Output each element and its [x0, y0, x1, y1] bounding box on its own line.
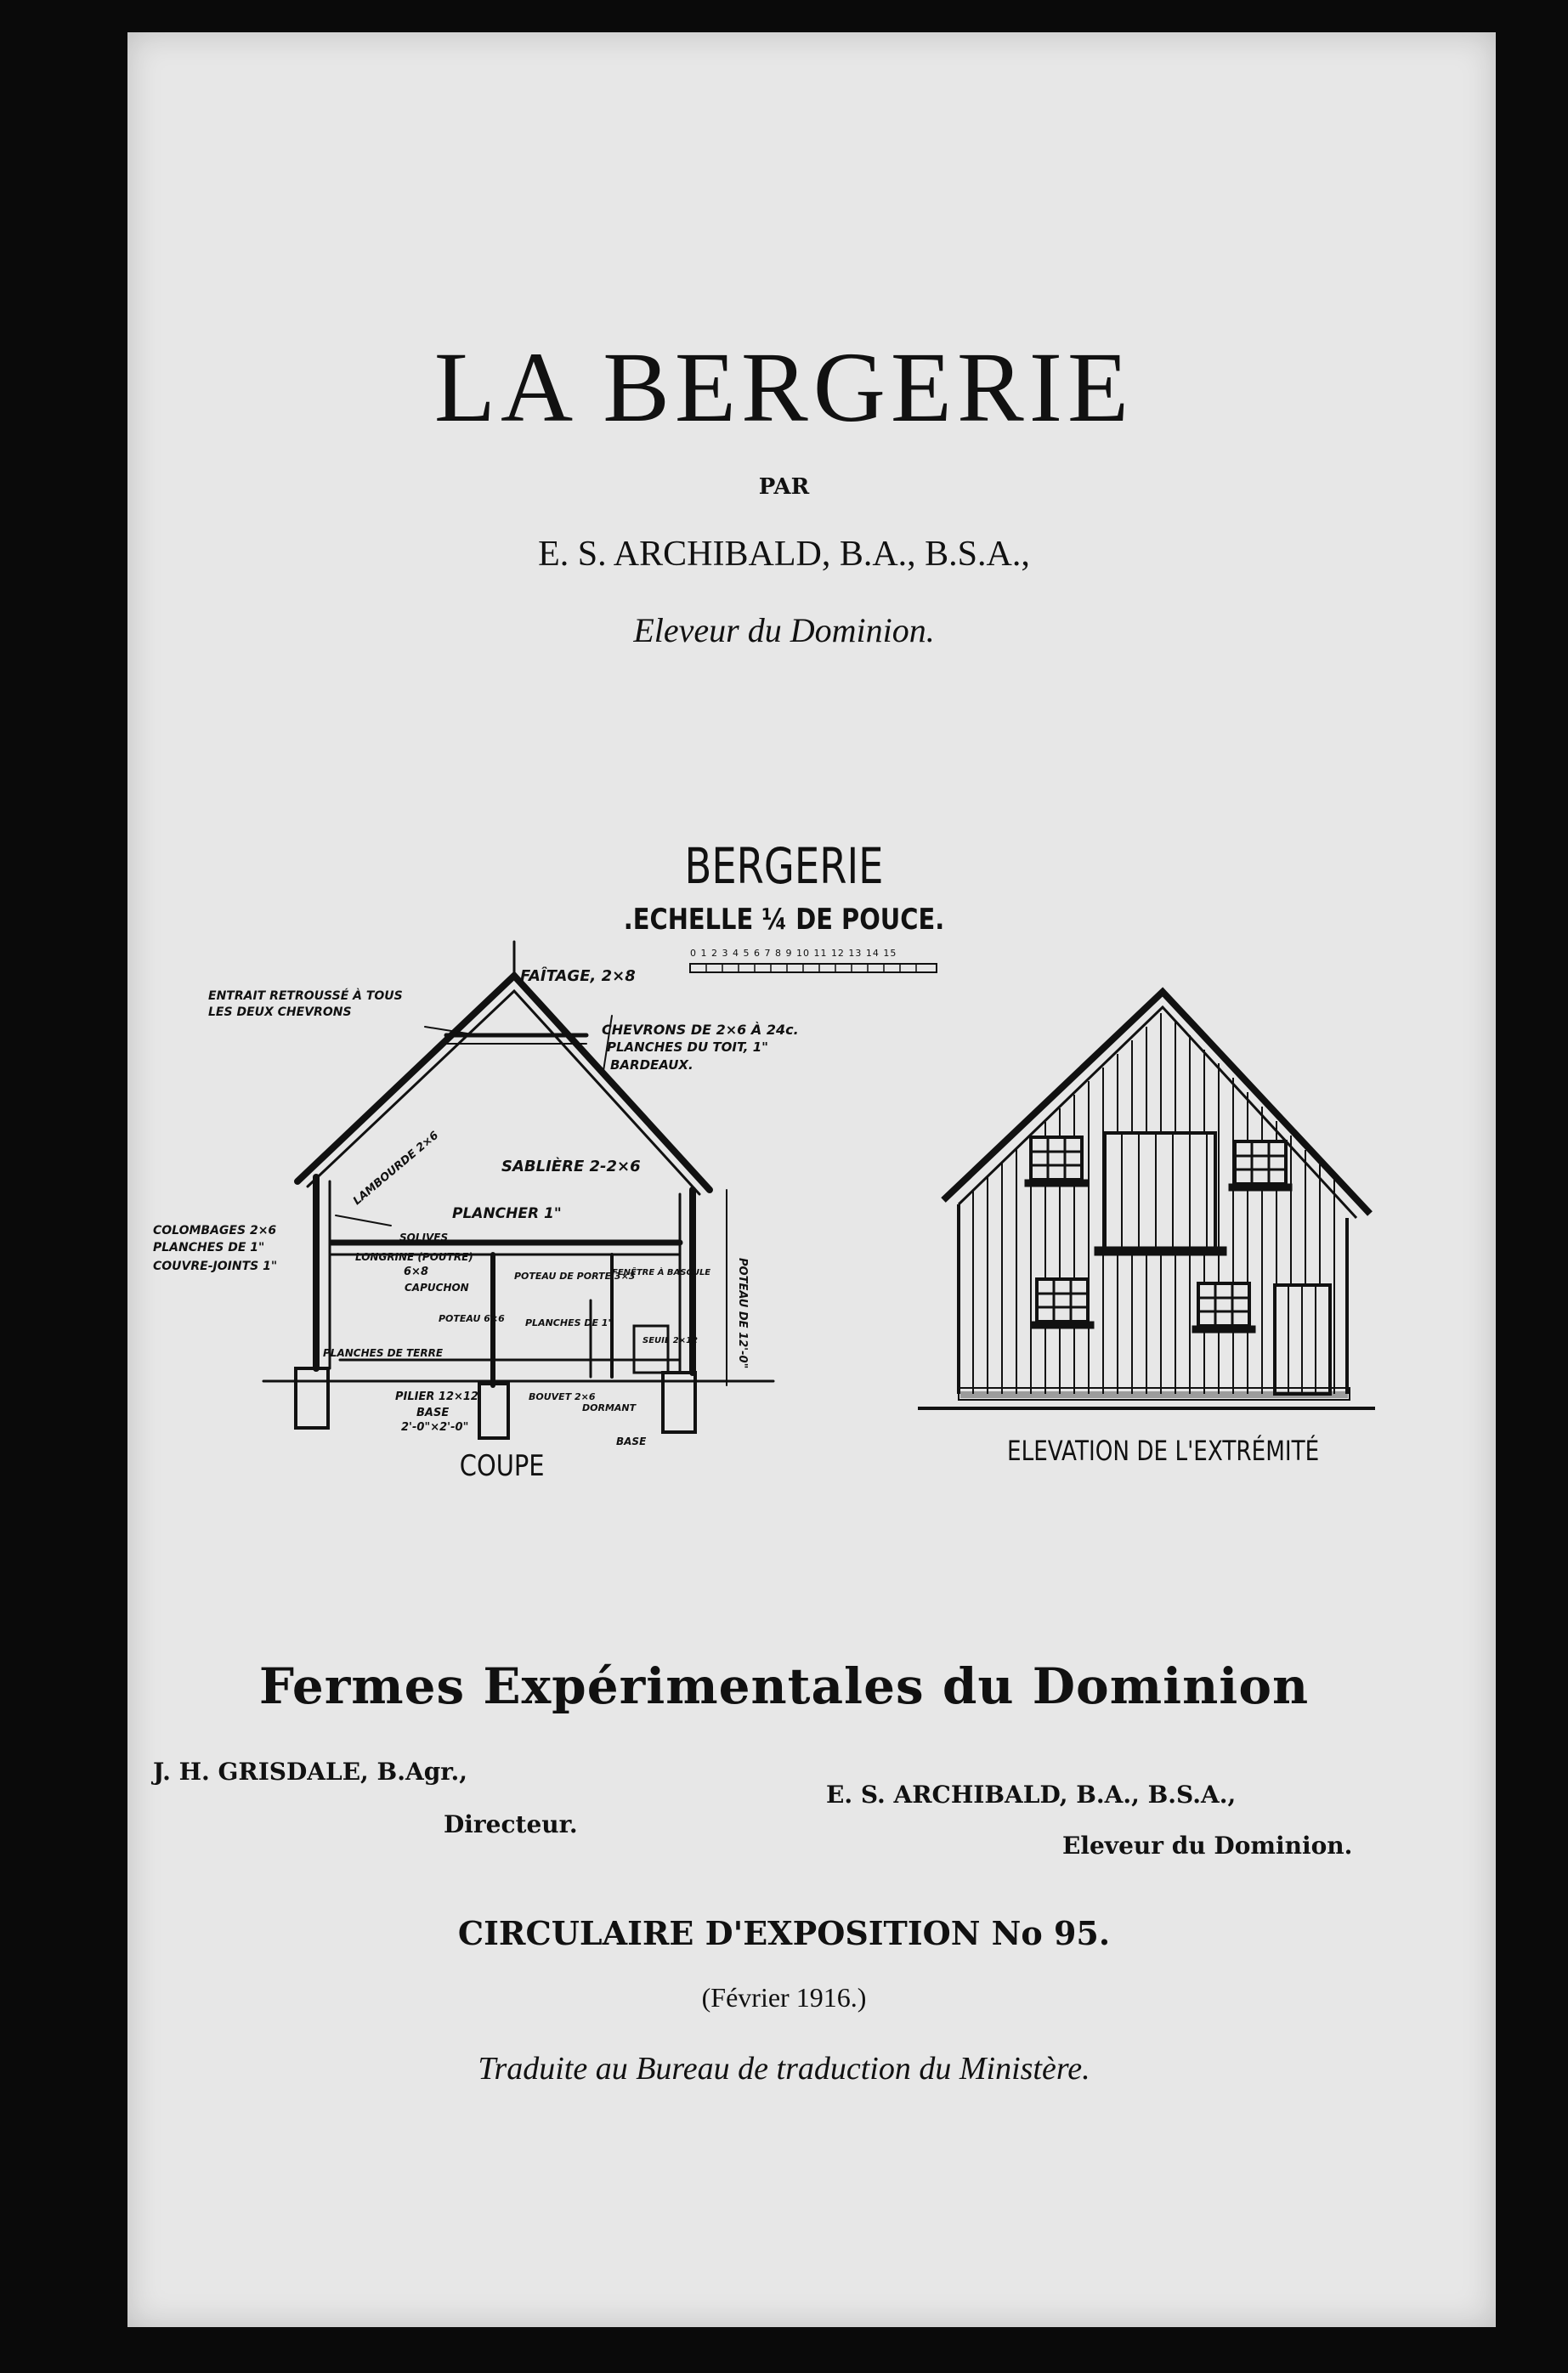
circular-number: CIRCULAIRE D'EXPOSITION No 95.	[457, 1914, 1111, 1952]
label-sabliere: SABLIÈRE 2-2×6	[501, 1158, 641, 1175]
label-fenetre: FENÊTRE À BASCULE	[612, 1268, 711, 1277]
label-seuil: SEUIL 2×12	[642, 1336, 698, 1345]
elevation-caption: ELEVATION DE L'EXTRÉMITÉ	[1007, 1435, 1320, 1467]
publication-date: (Février 1916.)	[701, 1982, 867, 2013]
label-base-1: BASE	[416, 1407, 450, 1419]
label-chevrons: CHEVRONS DE 2×6 À 24c.	[602, 1022, 799, 1038]
label-longrine: LONGRINE (POUTRE)	[355, 1251, 473, 1263]
left-person-name: J. H. GRISDALE, B.Agr.,	[153, 1758, 467, 1786]
label-planches-1b: PLANCHES DE 1"	[525, 1317, 614, 1328]
by-label: PAR	[758, 474, 810, 500]
label-plancher: PLANCHER 1"	[452, 1205, 562, 1222]
left-person-role: Directeur.	[444, 1810, 578, 1838]
elevation-drawing	[909, 982, 1385, 1424]
label-bouvet: BOUVET 2×6	[529, 1391, 596, 1402]
drawing-title: BERGERIE	[684, 837, 884, 895]
label-planches-1: PLANCHES DE 1"	[153, 1241, 265, 1254]
label-pilier: PILIER 12×12	[395, 1390, 478, 1403]
label-longrine-2: 6×8	[404, 1266, 428, 1278]
label-poteau-bas: POTEAU 6×6	[439, 1313, 505, 1324]
document-title: LA BERGERIE	[433, 331, 1135, 443]
translation-note: Traduite au Bureau de traduction du Ministère.	[478, 2051, 1090, 2087]
label-planches-terre: PLANCHES DE TERRE	[323, 1347, 444, 1359]
label-base-3: BASE	[616, 1436, 647, 1447]
right-person-name: E. S. ARCHIBALD, B.A., B.S.A.,	[826, 1781, 1237, 1809]
author-role: Eleveur du Dominion.	[633, 611, 935, 649]
label-lambourde: LAMBOURDE 2×6	[350, 1129, 442, 1209]
label-capuchon: CAPUCHON	[405, 1282, 469, 1294]
label-faitage: FAÎTAGE, 2×8	[520, 967, 636, 985]
institution-name: Fermes Expérimentales du Dominion	[258, 1657, 1310, 1715]
label-poteau-porte: POTEAU DE PORTE 3×3	[514, 1271, 636, 1282]
label-poteau-de: POTEAU DE 12'-0"	[736, 1258, 749, 1369]
label-couvre-joints: COUVRE-JOINTS 1"	[153, 1260, 278, 1273]
drawing-scale: .ECHELLE ¼ DE POUCE.	[623, 903, 945, 937]
label-entrait-2: LES DEUX CHEVRONS	[208, 1005, 352, 1019]
author-name: E. S. ARCHIBALD, B.A., B.S.A.,	[538, 535, 1030, 574]
label-planches-toit: PLANCHES DU TOIT, 1"	[607, 1039, 768, 1055]
label-colombages: COLOMBAGES 2×6	[153, 1224, 277, 1237]
right-person-role: Eleveur du Dominion.	[1062, 1832, 1353, 1860]
label-bardeaux: BARDEAUX.	[610, 1057, 693, 1073]
label-dormant: DORMANT	[582, 1402, 637, 1413]
section-caption: COUPE	[459, 1449, 545, 1483]
label-solives: SOLIVES	[399, 1232, 449, 1243]
label-entrait-1: ENTRAIT RETROUSSÉ À TOUS	[208, 989, 403, 1003]
label-base-2: 2'-0"×2'-0"	[401, 1421, 469, 1434]
scale-numbers: 0 1 2 3 4 5 6 7 8 9 10 11 12 13 14 15	[690, 948, 897, 959]
